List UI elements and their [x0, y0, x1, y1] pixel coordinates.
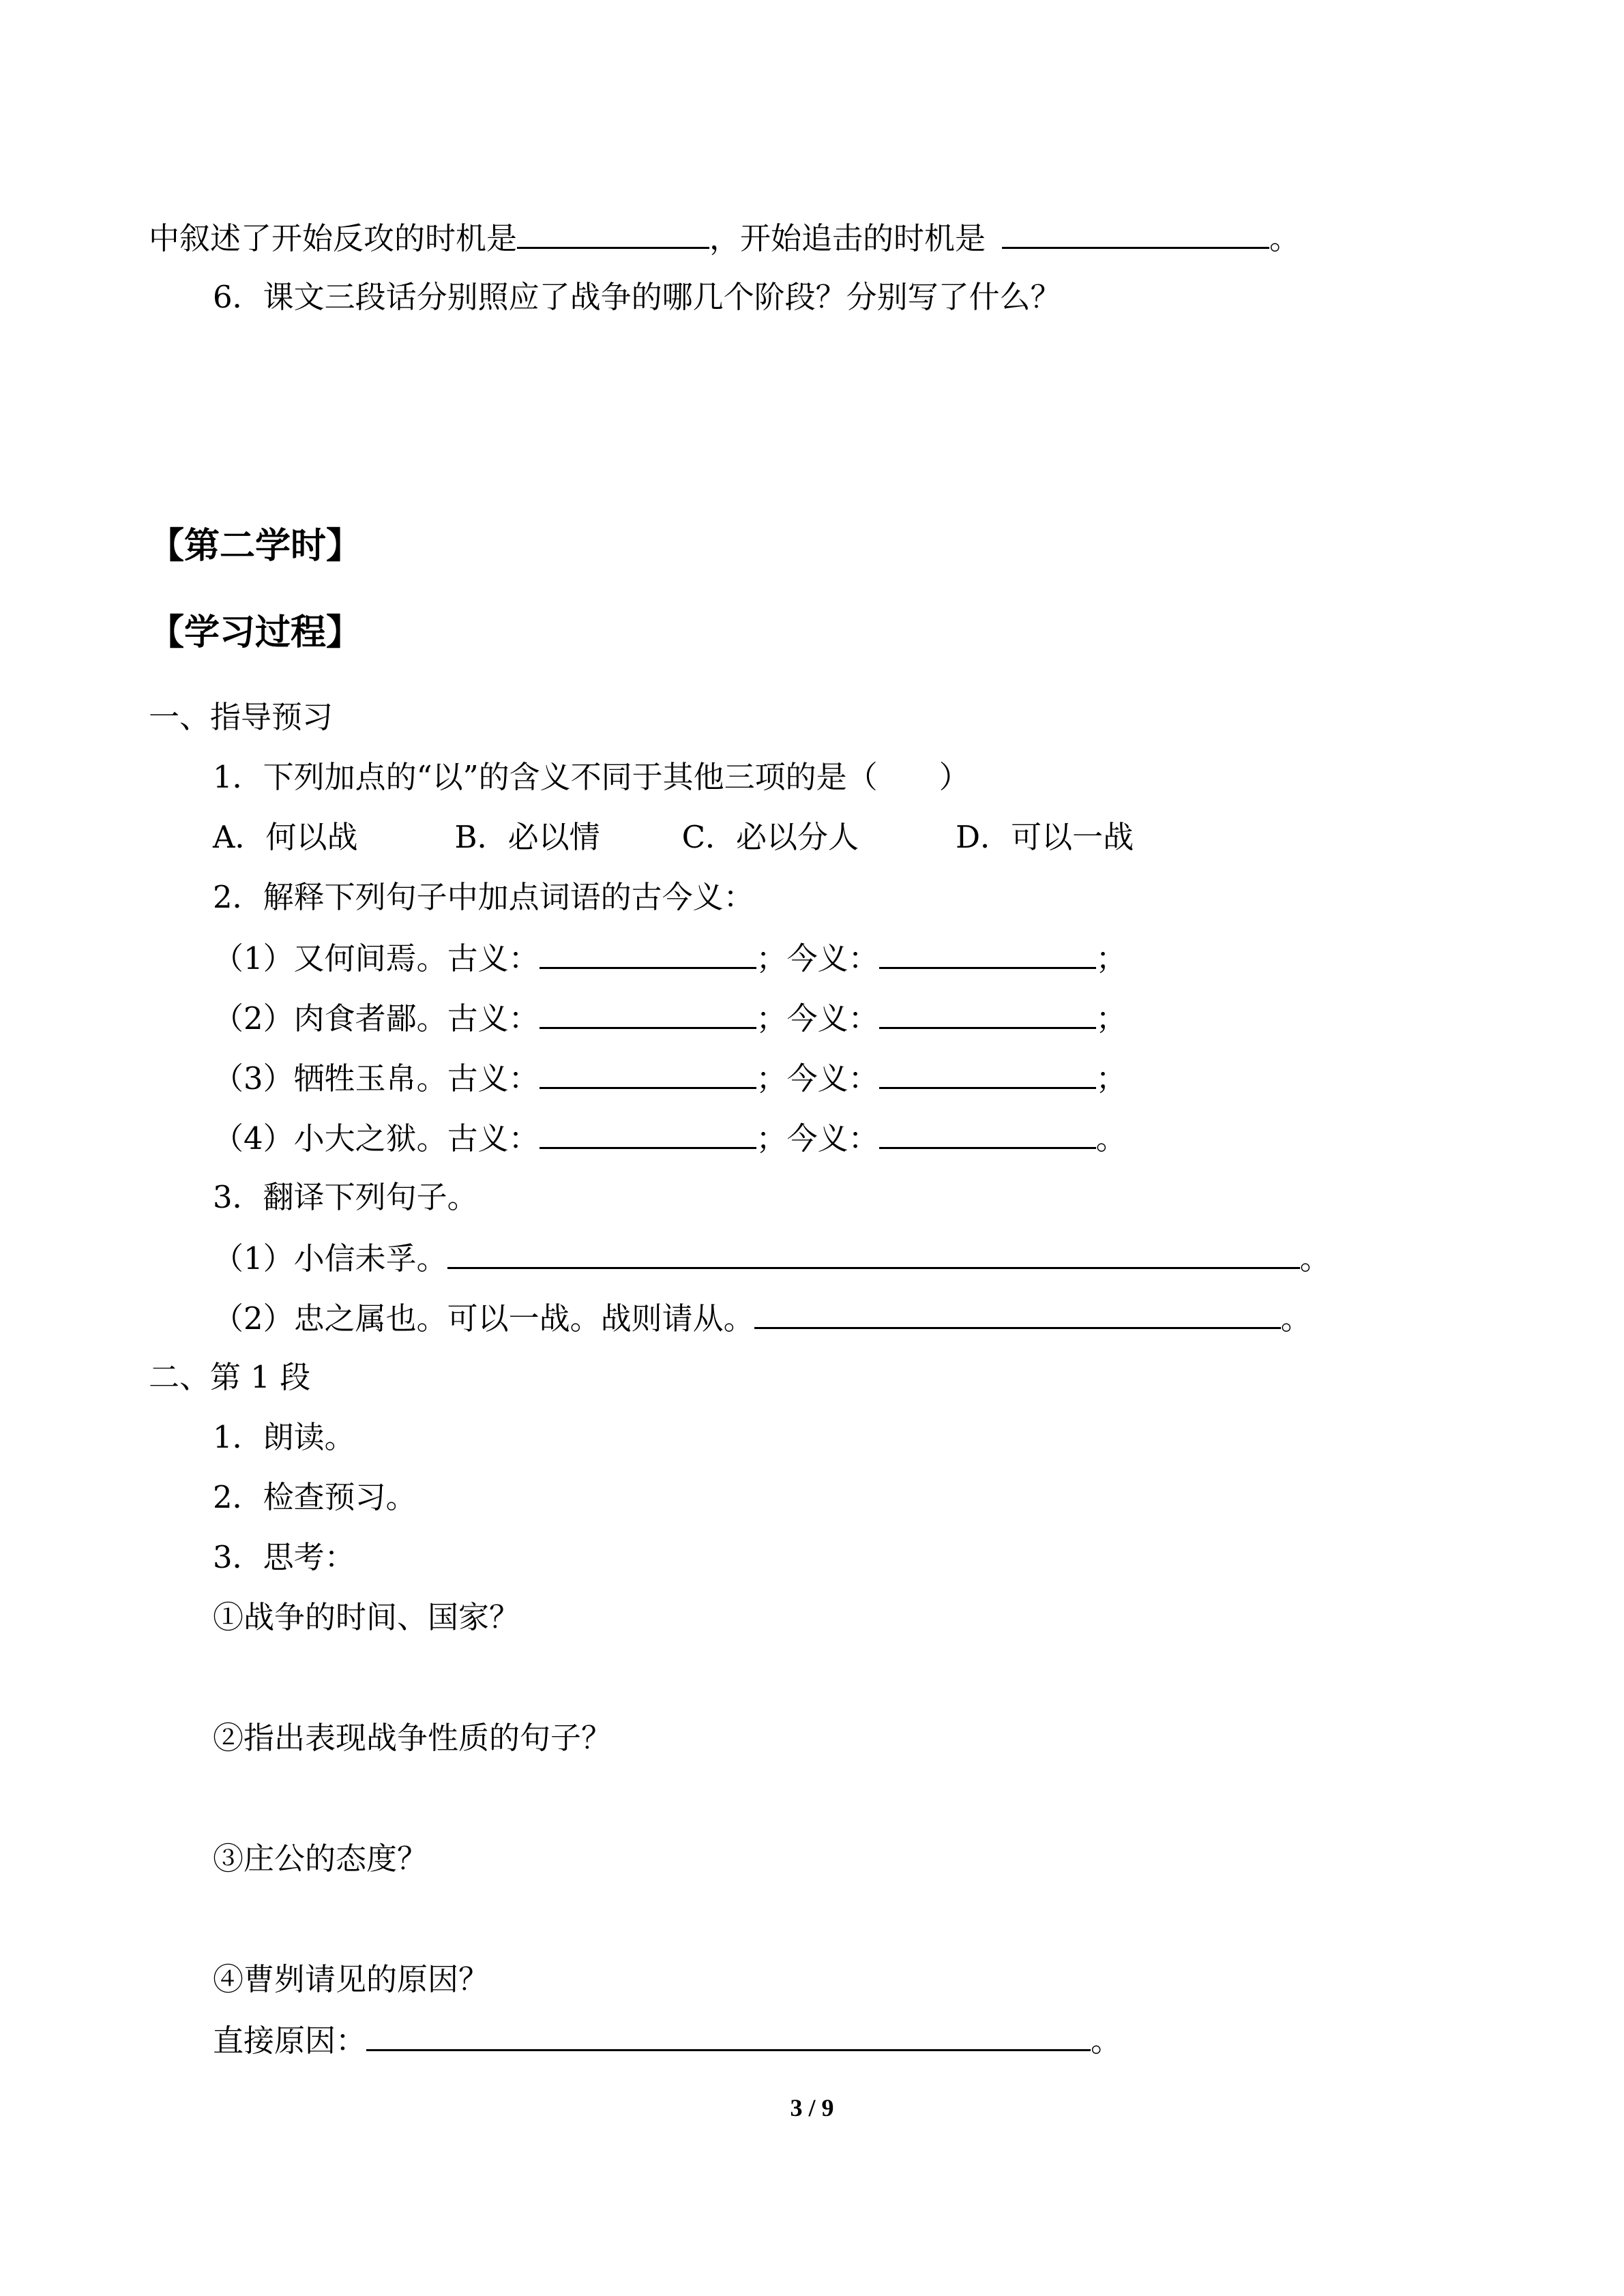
- think-question: ②指出表现战争性质的句子？: [213, 1720, 612, 1756]
- fill-blank[interactable]: [447, 1237, 1300, 1269]
- fill-blank[interactable]: [540, 937, 756, 969]
- q3-item: （1）小信未孚。 。: [213, 1237, 1331, 1278]
- fill-blank[interactable]: [754, 1297, 1281, 1329]
- question-6: 6．课文三段话分别照应了战争的哪几个阶段？分别写了什么？: [213, 279, 1061, 315]
- fill-blank[interactable]: [366, 2019, 1091, 2051]
- section-title-learning-process: 【学习过程】: [149, 612, 362, 653]
- question-3: 3．翻译下列句子。: [213, 1179, 478, 1215]
- fill-blank[interactable]: [879, 997, 1096, 1029]
- option-a: A．何以战: [213, 819, 358, 855]
- fill-blank[interactable]: [540, 1117, 756, 1149]
- part2-heading: 二、第 1 段: [149, 1359, 311, 1395]
- q2-item: （4）小大之狱。古义： ；今义： 。: [213, 1117, 1127, 1158]
- think-question: ①战争的时间、国家？: [213, 1599, 520, 1635]
- part2-item: 3．思考：: [213, 1539, 355, 1575]
- question-2: 2．解释下列句子中加点词语的古今义：: [213, 879, 754, 915]
- q2-item: （1）又何间焉。古义： ；今义： ；: [213, 937, 1127, 978]
- section-title-second-period: 【第二学时】: [149, 525, 362, 567]
- options-row: [213, 817, 1134, 858]
- fill-blank[interactable]: [879, 1057, 1096, 1089]
- option-d: D．可以一战: [956, 819, 1134, 855]
- page-number: 3 / 9: [790, 2094, 834, 2121]
- part2-item: 2．检查预习。: [213, 1479, 417, 1515]
- q2-item: （3）牺牲玉帛。古义： ；今义： ；: [213, 1057, 1127, 1098]
- fill-blank[interactable]: [540, 1057, 756, 1089]
- fill-blank[interactable]: [879, 1117, 1096, 1149]
- fill-blank[interactable]: [879, 937, 1096, 969]
- option-c: C．必以分人: [681, 819, 859, 855]
- think-question: ③庄公的态度？: [213, 1840, 428, 1877]
- fill-blank[interactable]: [1002, 217, 1269, 249]
- question-1: 1．下列加点的“以”的含义不同于其他三项的是（ ）: [213, 759, 970, 795]
- option-b: B．必以情: [454, 819, 600, 855]
- part1-heading: 一、指导预习: [149, 699, 334, 735]
- part2-item: 1．朗读。: [213, 1419, 355, 1455]
- fill-blank[interactable]: [517, 217, 709, 249]
- fill-blank[interactable]: [540, 997, 756, 1029]
- think-question: ④曹刿请见的原因？: [213, 1961, 490, 1997]
- continuation-line: 中叙述了开始反攻的时机是 ，开始追击的时机是 。: [149, 217, 1300, 258]
- direct-cause-line: 直接原因： 。: [213, 2019, 1121, 2060]
- q3-item: （2）忠之属也。可以一战。战则请从。 。: [213, 1297, 1312, 1338]
- q2-item: （2）肉食者鄙。古义： ；今义： ；: [213, 997, 1127, 1038]
